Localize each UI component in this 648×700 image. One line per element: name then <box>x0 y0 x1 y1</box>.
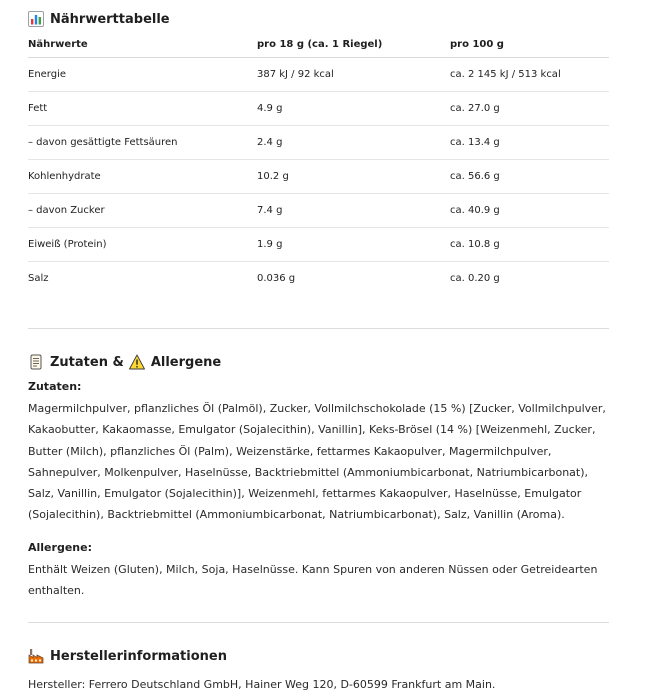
table-row <box>28 227 609 261</box>
ingredients-section-title <box>28 354 221 370</box>
row-label: Salz <box>28 272 49 284</box>
row-portion-value: 4.9 g <box>257 91 450 125</box>
row-100g-value: ca. 27.0 g <box>450 91 609 125</box>
header-naehrwerte: Nährwerte <box>28 32 257 57</box>
zutaten-text: Magermilchpulver, pflanzliches Öl (Palmöl), Zucker, Vollmilchschokolade (15 %) [Zucker, Vollmilchpulver, Kakaobutter, Kakaomasse, Emulgator (Sojalecithin), Vanillin], Keks-Brösel (14 %) [Weizenmehl, Zucker, Butter (Milch), pflanzliches Öl (Palm), Weizenstärke, fettarmes Kakaopulver, Magermilchpulver, Sahnepulver, Molkenpulver, Haselnüsse, Backtriebmittel (Ammoniumbicarbonat, Natriumbicarbonat), Salz, Vanillin, Emulgator (Sojalecithin)], Weizenmehl, fettarmes Kakaopulver, Haselnüsse, Emulgator (Sojalecithin), Backtriebmittel (Ammoniumbicarbonat, Natriumbicarbonat), Salz, Vanillin (Aroma). <box>28 402 606 522</box>
manufacturer-text: Hersteller: Ferrero Deutschland GmbH, Hainer Weg 120, D-60599 Frankfurt am Main. <box>28 678 496 691</box>
section-divider <box>28 328 609 329</box>
row-100g-value: ca. 40.9 g <box>450 193 609 227</box>
table-row <box>28 193 609 227</box>
row-portion-value: 387 kJ / 92 kcal <box>257 57 450 91</box>
table-header-row <box>28 32 609 57</box>
ingredients-title-part1: Zutaten & <box>50 354 124 370</box>
row-portion-value: 1.9 g <box>257 227 450 261</box>
manufacturer-title-text: Herstellerinformationen <box>50 648 227 664</box>
manufacturer-section-title <box>28 648 227 664</box>
row-label: – davon gesättigte Fettsäuren <box>28 125 257 159</box>
header-per-100g: pro 100 g <box>450 32 609 57</box>
allergene-text: Enthält Weizen (Gluten), Milch, Soja, Haselnüsse. Kann Spuren von anderen Nüssen oder Getreidearten enthalten. <box>28 563 598 598</box>
row-label: Energie <box>28 57 257 91</box>
nutrition-table <box>28 32 609 295</box>
nutrition-title-text: Nährwerttabelle <box>50 11 170 27</box>
row-100g-value: ca. 10.8 g <box>450 227 609 261</box>
row-100g-value: ca. 0.20 g <box>450 272 500 284</box>
row-label: Fett <box>28 91 257 125</box>
table-row <box>28 91 609 125</box>
scroll-icon <box>28 354 44 370</box>
table-row <box>28 159 609 193</box>
row-portion-value: 0.036 g <box>257 272 296 284</box>
warning-icon <box>129 354 145 370</box>
section-divider <box>28 622 609 623</box>
row-100g-value: ca. 13.4 g <box>450 125 609 159</box>
table-row <box>28 125 609 159</box>
row-label: Kohlenhydrate <box>28 159 257 193</box>
ingredients-title-part2: Allergene <box>150 354 222 370</box>
row-portion-value: 7.4 g <box>257 193 450 227</box>
zutaten-label: Zutaten: <box>28 380 82 393</box>
row-100g-value: ca. 2 145 kJ / 513 kcal <box>450 57 609 91</box>
table-row <box>28 57 609 91</box>
header-per-portion: pro 18 g (ca. 1 Riegel) <box>257 32 450 57</box>
row-label: – davon Zucker <box>28 193 257 227</box>
table-row <box>28 261 609 295</box>
row-label: Eiweiß (Protein) <box>28 227 257 261</box>
factory-icon <box>28 648 44 664</box>
row-portion-value: 2.4 g <box>257 125 450 159</box>
allergene-label: Allergene: <box>28 541 92 554</box>
row-portion-value: 10.2 g <box>257 159 450 193</box>
row-100g-value: ca. 56.6 g <box>450 159 609 193</box>
nutrition-section-title <box>28 11 170 27</box>
bar-chart-icon <box>28 11 44 27</box>
